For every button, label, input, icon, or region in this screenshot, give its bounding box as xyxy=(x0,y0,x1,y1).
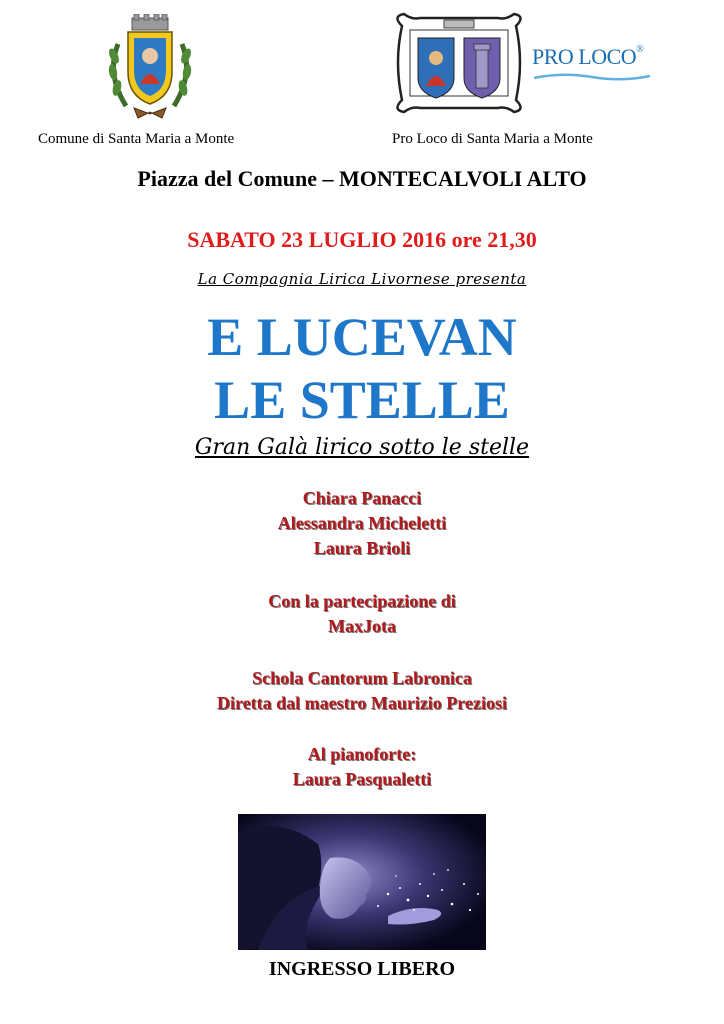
proloco-emblem-logo xyxy=(392,12,526,116)
title-line-1: E LUCEVAN xyxy=(207,307,517,367)
comune-caption: Comune di Santa Maria a Monte xyxy=(38,131,235,147)
presenter-line: La Compagnia Lirica Livornese presenta xyxy=(197,270,527,288)
night-woman-illustration xyxy=(238,814,486,950)
proloco-wave-icon xyxy=(532,72,652,82)
title-line-2: LE STELLE xyxy=(214,370,510,430)
guest-name: MaxJota xyxy=(328,616,396,636)
night-woman-image xyxy=(238,814,486,950)
venue-heading: Piazza del Comune – MONTECALVOLI ALTO xyxy=(137,166,587,191)
proloco-wordmark-text: PRO LOCO xyxy=(532,44,637,69)
proloco-caption: Pro Loco di Santa Maria a Monte xyxy=(392,131,593,147)
performer-3: Laura Brioli xyxy=(313,538,411,558)
comune-coat-of-arms-logo xyxy=(104,14,196,122)
participation-label: Con la partecipazione di xyxy=(268,591,456,611)
event-date: SABATO 23 LUGLIO 2016 ore 21,30 xyxy=(187,227,537,252)
choir-director: Diretta dal maestro Maurizio Preziosi xyxy=(217,693,507,713)
pianist-name: Laura Pasqualetti xyxy=(292,769,432,789)
performer-1: Chiara Panacci xyxy=(302,488,422,508)
entry-info: INGRESSO LIBERO xyxy=(268,958,456,980)
proloco-wordmark: PRO LOCO® xyxy=(532,44,662,80)
performer-2: Alessandra Micheletti xyxy=(277,513,447,533)
event-subtitle: Gran Galà lirico sotto le stelle xyxy=(194,435,530,460)
piano-label: Al pianoforte: xyxy=(307,744,417,764)
choir-name: Schola Cantorum Labronica xyxy=(252,668,472,688)
